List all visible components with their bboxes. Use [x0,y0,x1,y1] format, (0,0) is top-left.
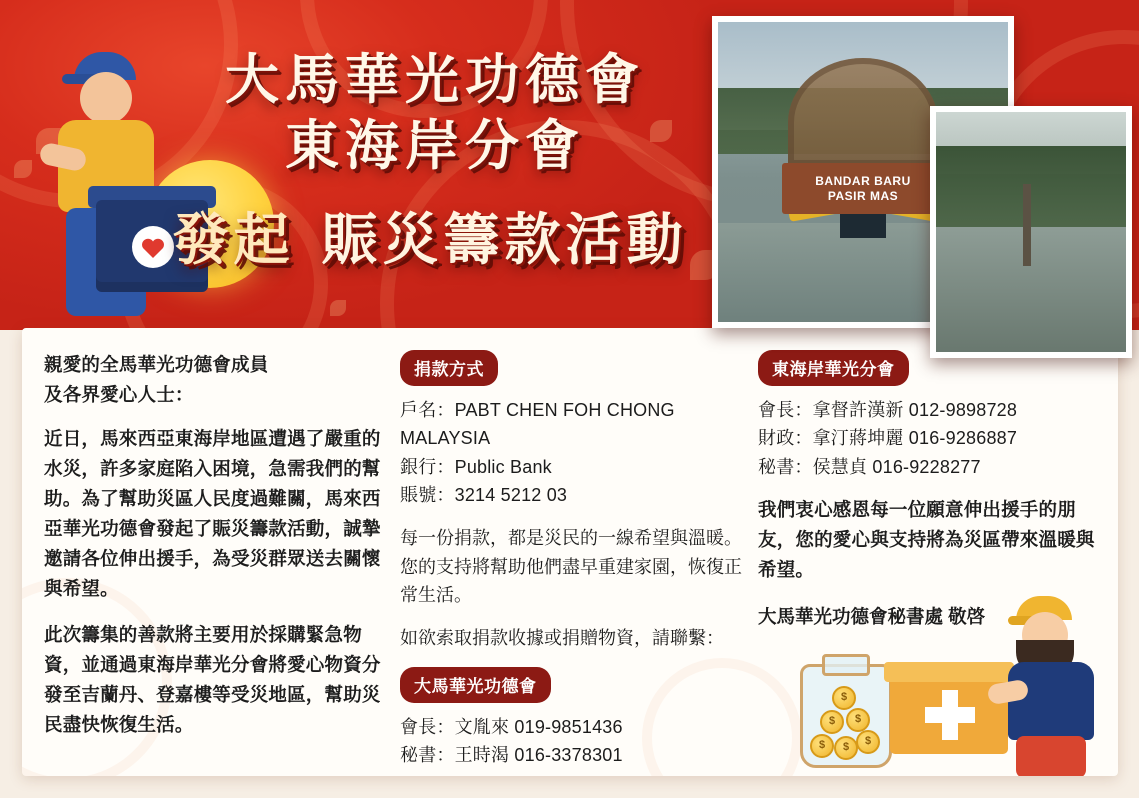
account-name-label: 戶名： [400,400,455,420]
bank-row [400,453,748,481]
photo2-post [1023,184,1031,266]
aid-box-illustration [890,658,1008,754]
town-sign-line-1: BANDAR BARU [815,173,911,188]
account-name-value: PABT CHEN FOH CHONG MALAYSIA [400,400,675,449]
poster-title [170,48,700,180]
donation-jar-illustration [800,652,886,768]
bank-value: Public Bank [454,456,552,477]
coin-icon: $ [856,730,880,754]
photo-town-sign [782,163,944,214]
coin-icon: $ [832,686,856,710]
body-paragraph-1: 近日，馬來西亞東海岸地區遭遇了嚴重的水災，許多家庭陷入困境，急需我們的幫助。為了幫助災區人民度過難關，馬來西亞華光功德會發起了賑災籌款活動，誠摯邀請各位伸出援手，為受災群眾送去關懷與希望。 [44,427,381,599]
head-shape [80,72,132,124]
coin-icon: $ [820,710,844,734]
decor-flake [330,300,346,316]
account-number-row [400,481,748,509]
receipt-contact-intro: 如欲索取捐款收據或捐贈物資，請聯繫： [400,628,724,649]
branch-contact-list [758,396,1098,481]
left-text-column [44,350,394,756]
account-number-label: 賬號： [400,485,455,506]
donor-body-shape [1008,662,1094,740]
donation-details-column [400,350,748,770]
title-line-1: 大馬華光功德會 [225,50,645,110]
donor-legs-shape [1016,736,1086,776]
org-contact-president: 會長：文胤來 019-9851436 [400,716,623,737]
coin-icon: $ [810,734,834,758]
title-line-3 [150,196,710,276]
bank-details [400,396,748,510]
flood-photo-secondary [930,106,1132,358]
account-name-row [400,396,748,453]
donor-illustration [992,586,1112,776]
title-line-3-main: 賑災籌款活動 [321,210,688,272]
town-sign-line-2: PASIR MAS [827,188,899,203]
coin-icon: $ [846,708,870,732]
organisation-badge: 大馬華光功德會 [400,667,551,703]
coin-icon: $ [834,736,858,760]
jar-neck [822,654,870,676]
body-paragraph-2: 此次籌集的善款將主要用於採購緊急物資，並通過東海岸華光分會將愛心物資分發至吉蘭丹、登嘉樓等受災地區，幫助災民盡快恢復生活。 [44,623,381,735]
branch-contact-president: 會長：拿督許漢新 012-9898728 [758,400,1018,420]
volunteer-illustration [22,50,182,320]
photo2-trees [936,146,1126,228]
branch-badge: 東海岸華光分會 [758,350,909,386]
donation-note: 每一份捐款，都是災民的一線希望與溫暖。您的支持將幫助他們盡早重建家園，恢復正常生活。 [400,527,742,606]
salutation [44,350,394,410]
account-number-value: 3214 5212 03 [454,485,568,506]
branch-contact-treasurer: 財政：拿汀蔣坤麗 016-9286887 [758,428,1018,449]
thanks-paragraph: 我們衷心感恩每一位願意伸出援手的朋友，您的愛心與支持將為災區帶來溫暖與希望。 [758,499,1095,581]
medical-cross-icon [925,707,975,723]
content-card [22,328,1118,776]
salutation-line-2: 及各界愛心人士： [44,383,194,405]
bank-label: 銀行： [400,456,455,477]
org-contact-secretary: 秘書：王時渴 016-3378301 [400,745,623,766]
title-line-3-lead: 發起 [172,210,295,272]
photo2-floodwater [936,227,1126,352]
title-line-2: 東海岸分會 [285,115,585,176]
signoff-text: 大馬華光功德會秘書處 敬啓 [758,606,986,628]
donation-method-badge: 捐款方式 [400,350,498,386]
branch-contact-secretary: 秘書：侯慧貞 016-9228277 [758,456,981,477]
salutation-line-1: 親愛的全馬華光功德會成員 [44,354,269,375]
